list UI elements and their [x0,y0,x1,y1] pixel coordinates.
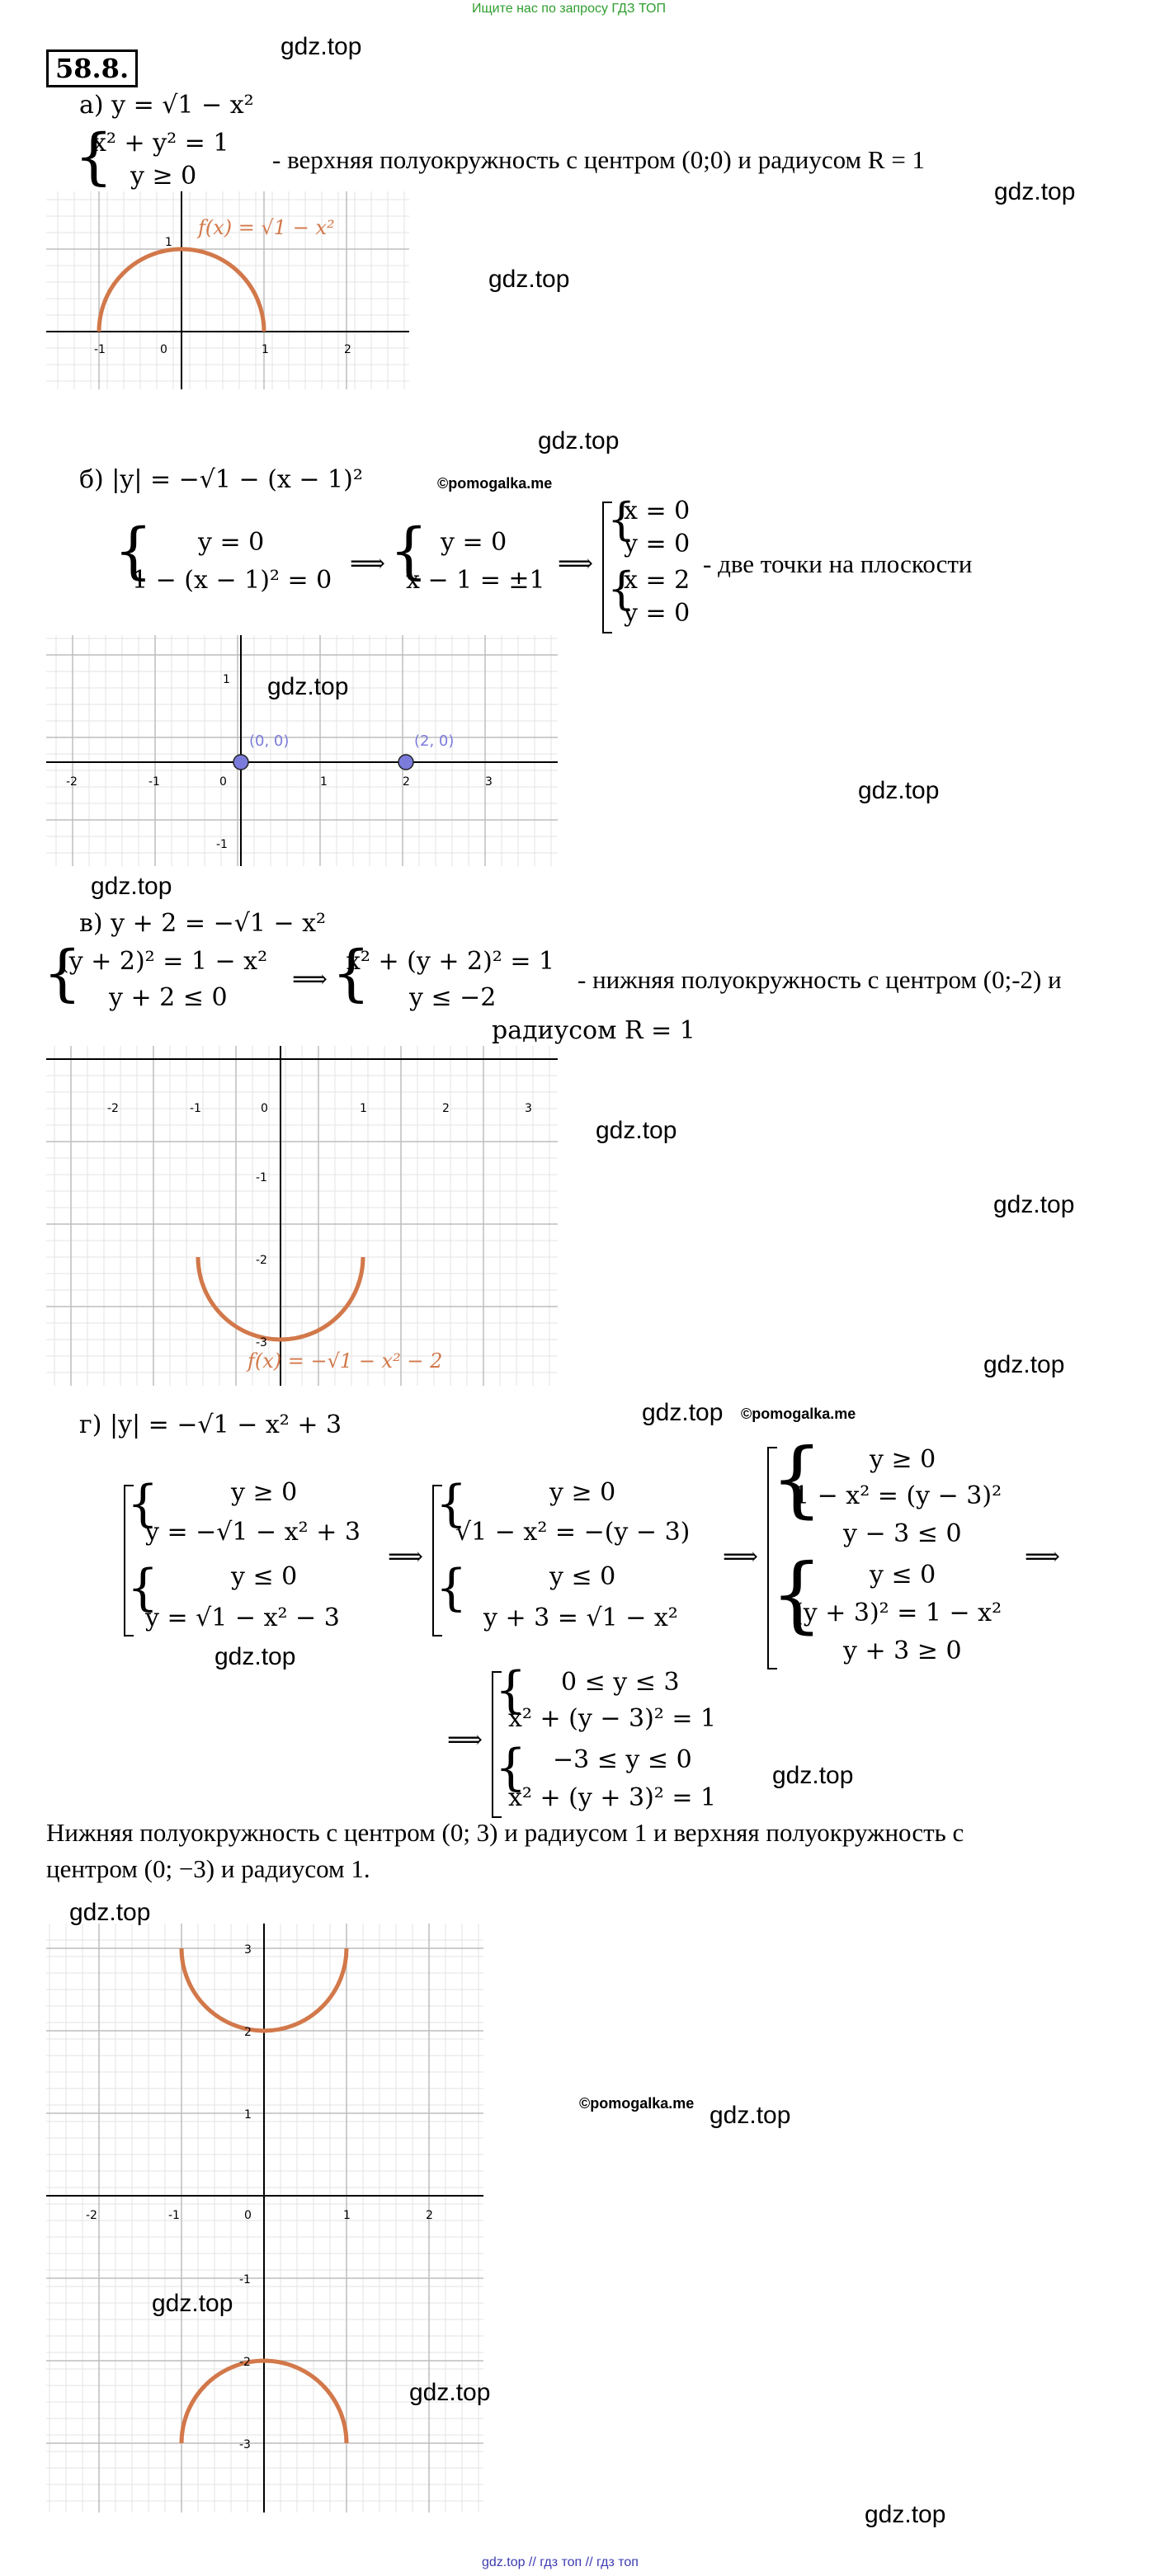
system-brace: { [495,1661,527,1719]
tick-x-0: 0 [219,775,227,789]
system-brace: { [607,493,636,545]
watermark: gdz.top [994,178,1076,205]
part-v-sys-b2: y ≤ −2 [409,983,497,1012]
tick-x-1: 1 [262,343,269,356]
watermark: gdz.top [488,266,570,293]
point-2-0 [398,755,413,770]
tick-x-neg2: -2 [86,2209,97,2222]
part-g-s1-line2: y = −√1 − x² + 3 [145,1518,361,1547]
tick-x-neg1: -1 [148,775,160,789]
watermark-pomogalka: ©pomogalka.me [437,475,553,492]
label-point-0-0: (0, 0) [249,732,290,750]
top-notice-link[interactable]: Ищите нас по запросу ГДЗ ТОП [472,2,666,16]
tick-y-1: 1 [223,673,230,686]
part-b-title: б) |y| = −√1 − (x − 1)² [79,465,363,494]
system-brace: { [114,516,153,586]
part-g-s2-line1: y ≥ 0 [549,1478,616,1507]
tick-x-neg2: -2 [66,775,78,789]
tick-y-neg1: -1 [239,2273,251,2286]
part-g-conclusion-line2: центром (0; −3) и радиусом 1. [46,1854,370,1883]
tick-x-0: 0 [160,343,167,356]
system-brace: { [74,121,114,192]
part-g-s4-line1: 0 ≤ y ≤ 3 [561,1668,680,1697]
system-brace: { [436,1475,468,1533]
tick-y-neg2: -2 [239,2356,251,2369]
graph-v-label: f(x) = −√1 − x² − 2 [248,1349,443,1373]
watermark-pomogalka: ©pomogalka.me [741,1406,856,1422]
point-0-0 [233,755,248,770]
watermark: gdz.top [772,1762,854,1789]
part-v-title: в) y + 2 = −√1 − x² [79,909,327,938]
watermark: gdz.top [642,1399,724,1426]
watermark: gdz.top [69,1899,151,1926]
footer-links[interactable]: gdz.top // гдз топ // гдз топ [482,2555,639,2569]
tick-x-2: 2 [403,775,410,789]
watermark: gdz.top [538,427,620,454]
tick-x-neg1: -1 [190,1102,201,1115]
part-g-conclusion-line1: Нижняя полуокружность с центром (0; 3) и радиусом 1 и верхняя полуокружность с [46,1818,964,1847]
tick-y-neg3: -3 [256,1336,267,1349]
watermark-pomogalka: ©pomogalka.me [579,2095,695,2112]
part-b-sys-a1: y = 0 [198,528,265,557]
part-a-sys2: y ≥ 0 [130,162,197,191]
problem-number: 58.8. [46,49,138,87]
system-brace: { [127,1559,159,1617]
part-b-sys-c3: x = 2 [624,566,691,595]
tick-x-1: 1 [360,1102,367,1115]
arrow: ⟹ [388,1542,424,1571]
part-v-description-line2: радиусом R = 1 [492,1016,695,1045]
tick-x-2: 2 [442,1102,450,1115]
part-g-s1-line4: y = √1 − x² − 3 [145,1604,340,1632]
part-v-sys-a2: y + 2 ≤ 0 [109,983,228,1012]
system-brace: { [127,1475,159,1533]
tick-x-3: 3 [485,775,493,789]
part-a-description: - верхняя полуокружность с центром (0;0) и радиусом R = 1 [272,145,926,174]
part-v-sys-a1: (y + 2)² = 1 − x² [59,947,268,976]
system-brace: { [607,563,636,615]
part-v-sys-b1: x² + (y + 2)² = 1 [346,947,555,976]
tick-x-0: 0 [261,1102,268,1115]
part-g-s2-line3: y ≤ 0 [549,1562,616,1591]
part-g-s3-line1: y ≥ 0 [870,1445,936,1474]
tick-x-neg2: -2 [107,1102,119,1115]
tick-x-2: 2 [426,2209,433,2222]
watermark: gdz.top [280,33,362,60]
label-point-2-0: (2, 0) [414,732,455,750]
graph-a-label: f(x) = √1 − x² [198,216,335,239]
arrow: ⟹ [447,1726,483,1754]
part-g-s1-line3: y ≤ 0 [231,1562,298,1591]
part-g-s3-line3: y − 3 ≤ 0 [843,1519,962,1548]
system-brace: { [332,938,371,1009]
part-g-s3-line4: y ≤ 0 [870,1561,936,1589]
part-v-description-line1: - нижняя полуокружность с центром (0;-2) и [578,965,1062,994]
tick-x-3: 3 [525,1102,532,1115]
watermark: gdz.top [152,2290,233,2317]
watermark: gdz.top [409,2379,491,2406]
watermark: gdz.top [267,673,349,700]
part-b-sys-c1: x = 0 [624,497,691,525]
watermark: gdz.top [865,2501,946,2528]
watermark: gdz.top [214,1643,296,1670]
part-g-s4-line3: −3 ≤ y ≤ 0 [553,1745,692,1774]
watermark: gdz.top [983,1351,1065,1378]
part-g-s2-line2: √1 − x² = −(y − 3) [455,1518,691,1547]
part-g-s4-line4: x² + (y + 3)² = 1 [508,1783,717,1812]
graph-v [46,1046,558,1386]
tick-x-2: 2 [344,343,351,356]
part-g-title: г) |y| = −√1 − x² + 3 [79,1410,342,1439]
system-brace: { [43,938,82,1009]
grid-major [46,635,558,866]
tick-y-neg1: -1 [256,1171,267,1184]
system-brace: { [771,1430,823,1527]
part-b-description: - две точки на плоскости [703,549,973,578]
tick-y-2: 2 [244,2026,252,2039]
part-g-s3-line5: (y + 3)² = 1 − x² [794,1599,1002,1627]
graph-b [46,635,558,866]
system-brace: { [436,1559,468,1617]
watermark: gdz.top [993,1191,1075,1218]
tick-x-1: 1 [320,775,328,789]
system-brace: { [389,516,429,586]
watermark: gdz.top [710,2102,791,2129]
part-g-s4-line2: x² + (y − 3)² = 1 [508,1704,717,1733]
watermark: gdz.top [596,1117,677,1144]
arrow: ⟹ [292,965,328,994]
part-a-title: а) y = √1 − x² [79,91,254,120]
tick-y-neg1: -1 [216,838,228,851]
part-b-sys-a2: 1 − (x − 1)² = 0 [132,566,332,595]
tick-x-neg1: -1 [94,343,106,356]
part-b-sys-c2: y = 0 [624,530,691,558]
tick-x-0: 0 [244,2209,252,2222]
tick-x-1: 1 [343,2209,351,2222]
grid-minor [46,635,558,866]
tick-y-neg2: -2 [256,1254,267,1267]
tick-y-1: 1 [165,236,172,249]
watermark: gdz.top [858,777,940,804]
arrow: ⟹ [1025,1542,1061,1571]
part-g-s1-line1: y ≥ 0 [231,1478,298,1507]
tick-y-1: 1 [244,2108,252,2122]
tick-y-neg3: -3 [239,2438,251,2451]
part-g-s3-line6: y + 3 ≥ 0 [843,1636,962,1665]
part-b-sys-b2: x − 1 = ±1 [406,566,545,595]
part-b-sys-b1: y = 0 [441,528,507,557]
system-brace: { [495,1739,527,1797]
system-brace: { [771,1546,823,1642]
graph-g [46,1924,483,2512]
arrow: ⟹ [723,1542,759,1571]
watermark: gdz.top [91,873,172,900]
part-a-sys1: x² + y² = 1 [92,129,229,158]
part-g-s2-line4: y + 3 = √1 − x² [483,1604,678,1632]
tick-x-neg1: -1 [168,2209,180,2222]
graph-a [46,191,409,389]
arrow: ⟹ [558,549,594,578]
part-g-s3-line2: 1 − x² = (y − 3)² [794,1481,1002,1510]
tick-y-3: 3 [244,1943,252,1957]
part-b-sys-c4: y = 0 [624,599,691,628]
arrow: ⟹ [350,549,386,578]
